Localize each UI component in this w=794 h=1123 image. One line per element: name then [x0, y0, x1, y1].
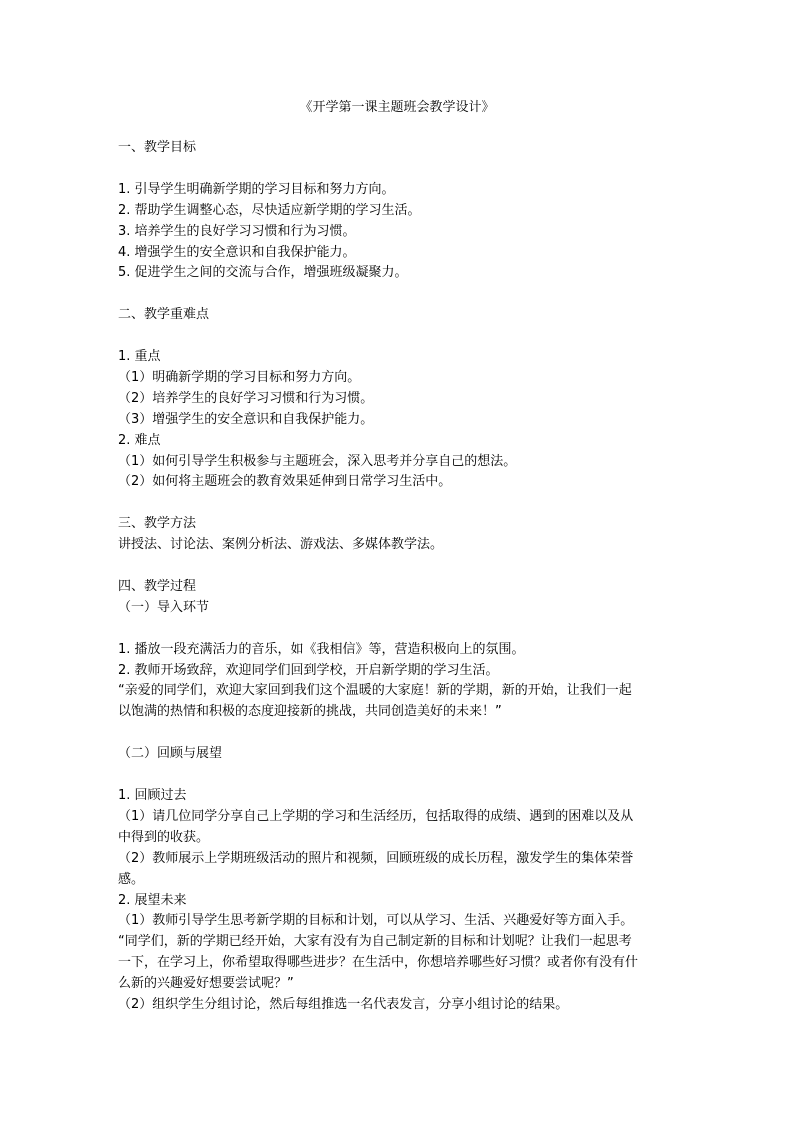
- text-line: 2. 帮助学生调整心态，尽快适应新学期的学习生活。: [118, 202, 421, 218]
- text-line: （1）请几位同学分享自己上学期的学习和生活经历，包括取得的成绩、遇到的困难以及从: [118, 808, 634, 824]
- blank-line: [118, 326, 678, 347]
- document-title: 《开学第一课主题班会教学设计》: [299, 100, 495, 115]
- blank-line: [118, 159, 678, 180]
- text-line: （1）教师引导学生思考新学期的目标和计划，可以从学习、生活、兴趣爱好等方面入手。: [118, 913, 634, 929]
- text-line: 2. 难点: [118, 432, 161, 448]
- blank-line: [118, 723, 678, 744]
- text-line: 感。: [118, 871, 145, 887]
- text-line: 二、教学重难点: [118, 307, 210, 323]
- text-line: 5. 促进学生之间的交流与合作，增强班级凝聚力。: [118, 265, 408, 281]
- text-line: （2）如何将主题班会的教育效果延伸到日常学习生活中。: [118, 474, 452, 490]
- text-line: 1. 回顾过去: [118, 787, 187, 803]
- text-line: 3. 培养学生的良好学习习惯和行为习惯。: [118, 223, 356, 239]
- text-line: 么新的兴趣爱好想要尝试呢？”: [118, 976, 294, 992]
- text-line: 1. 重点: [118, 349, 161, 365]
- blank-line: [118, 556, 678, 577]
- text-line: 以饱满的热情和积极的态度迎接新的挑战，共同创造美好的未来！”: [118, 704, 502, 720]
- text-line: 2. 展望未来: [118, 892, 187, 908]
- text-line: 讲授法、讨论法、案例分析法、游戏法、多媒体教学法。: [118, 537, 444, 553]
- text-line: 中得到的收获。: [118, 829, 210, 845]
- text-line: 四、教学过程: [118, 578, 197, 594]
- text-line: 1. 引导学生明确新学期的学习目标和努力方向。: [118, 181, 395, 197]
- text-line: 一下，在学习上，你希望取得哪些进步？在生活中，你想培养哪些好习惯？或者你有没有什: [118, 955, 639, 971]
- blank-line: [118, 765, 678, 786]
- document-body: [118, 138, 678, 1016]
- text-line: 一、教学目标: [118, 140, 197, 155]
- text-line: “同学们，新的学期已经开始，大家有没有为自己制定新的目标和计划呢？让我们一起思考: [118, 934, 632, 950]
- text-line: （2）培养学生的良好学习习惯和行为习惯。: [118, 390, 374, 406]
- text-line: （2）组织学生分组讨论，然后每组推选一名代表发言，分享小组讨论的结果。: [118, 997, 569, 1013]
- text-line: （二）回顾与展望: [118, 746, 223, 762]
- text-line: 1. 播放一段充满活力的音乐，如《我相信》等，营造积极向上的氛围。: [118, 641, 525, 657]
- text-line: （1）明确新学期的学习目标和努力方向。: [118, 369, 361, 385]
- blank-line: [118, 284, 678, 305]
- text-line: （2）教师展示上学期班级活动的照片和视频，回顾班级的成长历程，激发学生的集体荣誉: [118, 850, 634, 866]
- text-line: 2. 教师开场致辞，欢迎同学们回到学校，开启新学期的学习生活。: [118, 662, 499, 678]
- text-line: （1）如何引导学生积极参与主题班会，深入思考并分享自己的想法。: [118, 453, 517, 469]
- blank-line: [118, 493, 678, 514]
- blank-line: [118, 619, 678, 640]
- text-line: （3）增强学生的安全意识和自我保护能力。: [118, 411, 374, 427]
- text-line: （一）导入环节: [118, 599, 210, 615]
- text-line: 4. 增强学生的安全意识和自我保护能力。: [118, 244, 356, 260]
- text-line: “亲爱的同学们，欢迎大家回到我们这个温暖的大家庭！新的学期，新的开始，让我们一起: [118, 683, 632, 699]
- text-line: 三、教学方法: [118, 516, 197, 532]
